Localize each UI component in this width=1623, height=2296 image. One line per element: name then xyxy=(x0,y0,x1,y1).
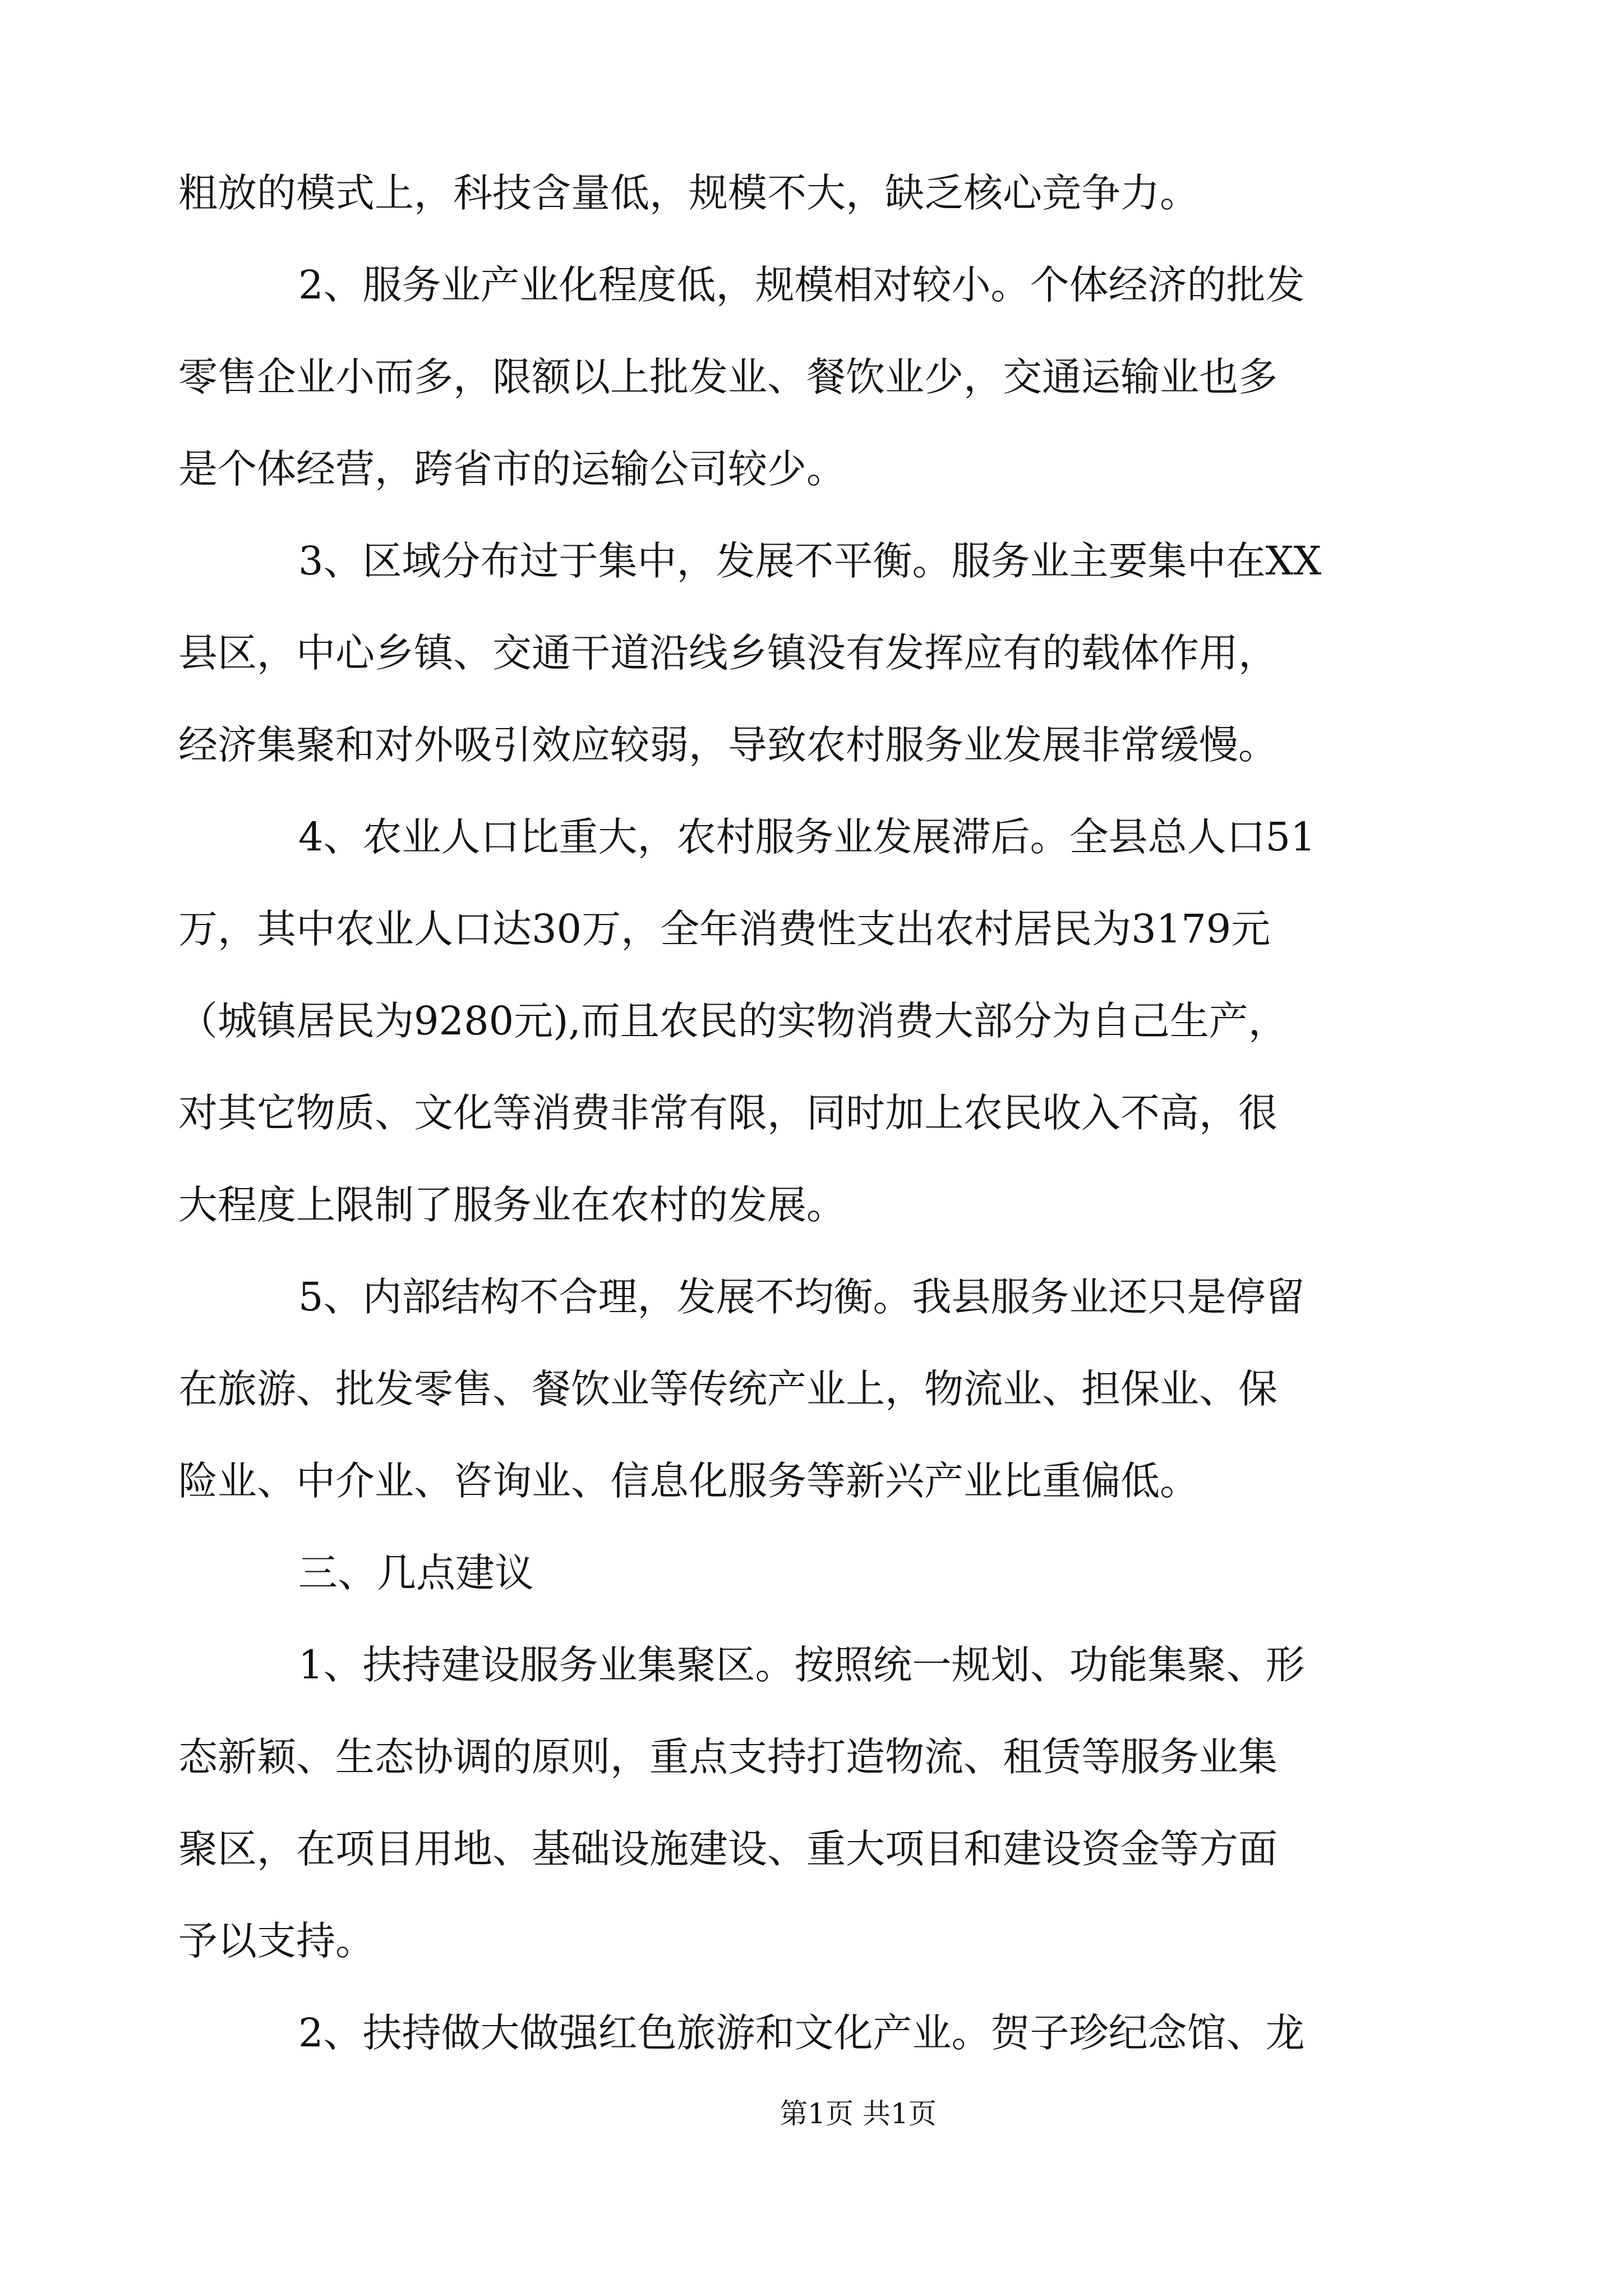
text-line-8: 4、农业人口比重大，农村服务业发展滞后。全县总人口51 xyxy=(298,814,1316,860)
text-line-21: 2、扶持做大做强红色旅游和文化产业。贺子珍纪念馆、龙 xyxy=(298,2010,1305,2056)
text-line-1: 粗放的模式上，科技含量低，规模不大，缺乏核心竞争力。 xyxy=(178,170,1199,216)
text-line-13: 5、内部结构不合理，发展不均衡。我县服务业还只是停留 xyxy=(298,1274,1305,1320)
text-line-4: 是个体经营，跨省市的运输公司较少。 xyxy=(178,446,846,492)
text-line-19: 聚区，在项目用地、基础设施建设、重大项目和建设资金等方面 xyxy=(178,1826,1278,1872)
text-line-11: 对其它物质、文化等消费非常有限，同时加上农民收入不高，很 xyxy=(178,1090,1278,1136)
text-line-12: 大程度上限制了服务业在农村的发展。 xyxy=(178,1182,846,1228)
text-line-20: 予以支持。 xyxy=(178,1918,375,1964)
text-line-7: 经济集聚和对外吸引效应较弱，导致农村服务业发展非常缓慢。 xyxy=(178,722,1278,768)
page-footer: 第1页 共1页 xyxy=(780,2097,937,2130)
text-line-3: 零售企业小而多，限额以上批发业、餐饮业少，交通运输业也多 xyxy=(178,354,1278,400)
text-line-6: 县区，中心乡镇、交通干道沿线乡镇没有发挥应有的载体作用， xyxy=(178,630,1278,676)
text-line-15: 险业、中介业、咨询业、信息化服务等新兴产业比重偏低。 xyxy=(178,1458,1199,1504)
text-line-9: 万，其中农业人口达30万，全年消费性支出农村居民为3179元 xyxy=(178,906,1271,952)
text-line-5: 3、区域分布过于集中，发展不平衡。服务业主要集中在XX xyxy=(298,538,1322,584)
text-line-14: 在旅游、批发零售、餐饮业等传统产业上，物流业、担保业、保 xyxy=(178,1366,1278,1412)
text-line-2: 2、服务业产业化程度低，规模相对较小。个体经济的批发 xyxy=(298,262,1305,308)
text-line-18: 态新颖、生态协调的原则，重点支持打造物流、租赁等服务业集 xyxy=(178,1734,1278,1780)
section-heading: 三、几点建议 xyxy=(298,1550,534,1596)
text-line-10: （城镇居民为9280元),而且农民的实物消费大部分为自己生产， xyxy=(178,998,1288,1044)
text-line-17: 1、扶持建设服务业集聚区。按照统一规划、功能集聚、形 xyxy=(298,1642,1305,1688)
